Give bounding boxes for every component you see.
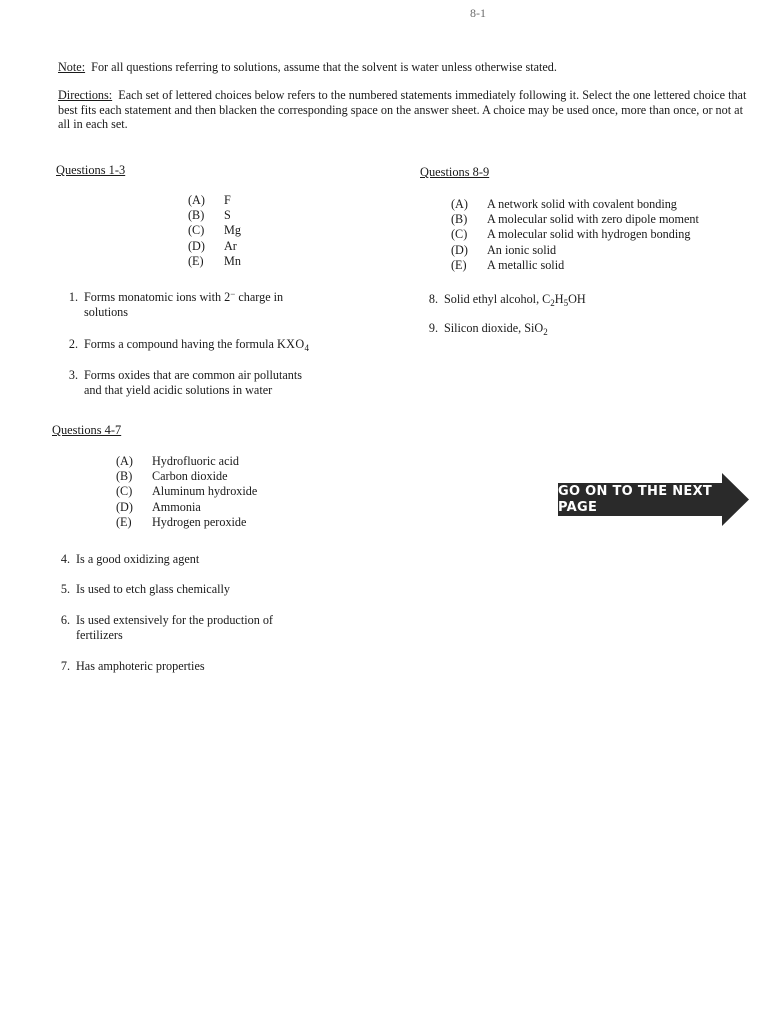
- next-page-arrow: [558, 473, 749, 526]
- choice-text: Hydrogen peroxide: [152, 514, 247, 529]
- question-text: [84, 368, 302, 397]
- question-1: [54, 290, 283, 319]
- question-text: [76, 613, 273, 642]
- choice-letter: (B): [451, 212, 468, 227]
- question-text-part: Solid ethyl alcohol, C: [444, 292, 551, 306]
- set2-choices: [116, 454, 257, 530]
- set1-header: Questions 1-3: [56, 163, 126, 177]
- set3-choices: [451, 197, 699, 273]
- choice-letter: (D): [116, 499, 133, 514]
- choice-letter: (C): [451, 227, 468, 242]
- choice-text: A molecular solid with zero dipole moment: [487, 212, 699, 227]
- question-text-part: charge in: [235, 290, 284, 304]
- note-label: Note:: [58, 60, 86, 74]
- choice-text: F: [224, 193, 231, 207]
- choice-text: Mn: [224, 253, 241, 268]
- question-2: [54, 337, 309, 352]
- choice-text: A network solid with covalent bonding: [487, 197, 677, 211]
- choice-text: Ammonia: [152, 499, 201, 514]
- next-page-label: GO ON TO THE NEXT PAGE: [558, 483, 713, 515]
- question-text: [84, 337, 309, 352]
- formula: KXO: [276, 337, 305, 351]
- question-text-line2: and that yield acidic solutions in water: [84, 382, 273, 397]
- subscript: 2: [543, 327, 548, 337]
- question-text-line1: Is used extensively for the production of: [76, 613, 273, 627]
- question-text-part: Forms monatomic ions with 2: [84, 290, 231, 304]
- question-number: 2.: [68, 337, 78, 351]
- question-5: [46, 582, 230, 597]
- subscript: 4: [304, 343, 310, 353]
- question-number: 7.: [60, 659, 70, 673]
- question-text-line2: solutions: [84, 304, 129, 319]
- directions-text: Each set of lettered choices below refers to the numbered statements immediately following it. Select the one lettered choice that best fits each statement and then blacken the corresponding space on the answer sheet. A choice may be used once, more than once, or not at all in each set.: [58, 88, 747, 132]
- choice-letter: (A): [116, 454, 133, 468]
- choice-text: Ar: [224, 238, 237, 253]
- subscript: 2: [550, 298, 555, 308]
- choice-letter: (A): [188, 193, 205, 207]
- choice-text: Aluminum hydroxide: [152, 484, 258, 499]
- superscript: −: [230, 289, 236, 299]
- question-text-part: H: [554, 292, 564, 306]
- set2-header: Questions 4-7: [52, 423, 122, 437]
- question-text: [444, 321, 548, 336]
- question-number: 4.: [60, 552, 70, 566]
- choice-text: An ionic solid: [487, 242, 557, 257]
- note-paragraph: [58, 60, 748, 75]
- subscript: 5: [563, 298, 569, 308]
- question-text-part: OH: [568, 292, 586, 306]
- choice-letter: (D): [188, 238, 205, 253]
- choice-letter: (A): [451, 197, 468, 211]
- question-3: [54, 368, 302, 397]
- note-text: For all questions referring to solutions, assume that the solvent is water unless otherwise stated.: [91, 60, 557, 74]
- choice-text: S: [224, 208, 231, 223]
- question-4: [46, 552, 199, 567]
- question-number: 8.: [428, 292, 438, 306]
- question-text-part: Silicon dioxide, SiO: [444, 321, 544, 335]
- choice-letter: (C): [188, 223, 205, 238]
- choice-letter: (B): [116, 469, 133, 484]
- choice-letter: (E): [451, 257, 467, 272]
- question-6: [46, 613, 273, 642]
- question-text: [444, 292, 586, 307]
- choice-letter: (E): [116, 514, 132, 529]
- question-text: Has amphoteric properties: [76, 659, 205, 673]
- question-8: [414, 292, 586, 307]
- set1-choices: [188, 193, 241, 269]
- set3-header: Questions 8-9: [420, 165, 490, 179]
- choice-text: A metallic solid: [487, 257, 565, 272]
- question-number: 5.: [60, 582, 70, 596]
- question-number: 3.: [68, 368, 78, 382]
- question-9: [414, 321, 548, 336]
- question-text-line2: fertilizers: [76, 627, 123, 642]
- choice-letter: (D): [451, 242, 468, 257]
- question-text: Is used to etch glass chemically: [76, 582, 230, 596]
- question-text-part: Forms a compound having the formula: [84, 337, 277, 351]
- question-number: 6.: [60, 613, 70, 627]
- choice-letter: (E): [188, 253, 204, 268]
- choice-letter: (B): [188, 208, 205, 223]
- directions-paragraph: [58, 88, 758, 132]
- choice-text: A molecular solid with hydrogen bonding: [487, 227, 691, 242]
- page-number-mark: 8-1: [470, 6, 486, 20]
- choice-text: Hydrofluoric acid: [152, 454, 239, 468]
- question-7: [46, 659, 205, 674]
- question-number: 9.: [428, 321, 438, 335]
- choice-text: Carbon dioxide: [152, 469, 228, 484]
- choice-letter: (C): [116, 484, 133, 499]
- question-text: Is a good oxidizing agent: [76, 552, 200, 566]
- question-text-line1: Forms oxides that are common air pollutants: [84, 368, 302, 382]
- choice-text: Mg: [224, 223, 241, 238]
- directions-label: Directions:: [58, 88, 113, 102]
- question-number: 1.: [68, 290, 78, 304]
- question-text: [84, 290, 283, 319]
